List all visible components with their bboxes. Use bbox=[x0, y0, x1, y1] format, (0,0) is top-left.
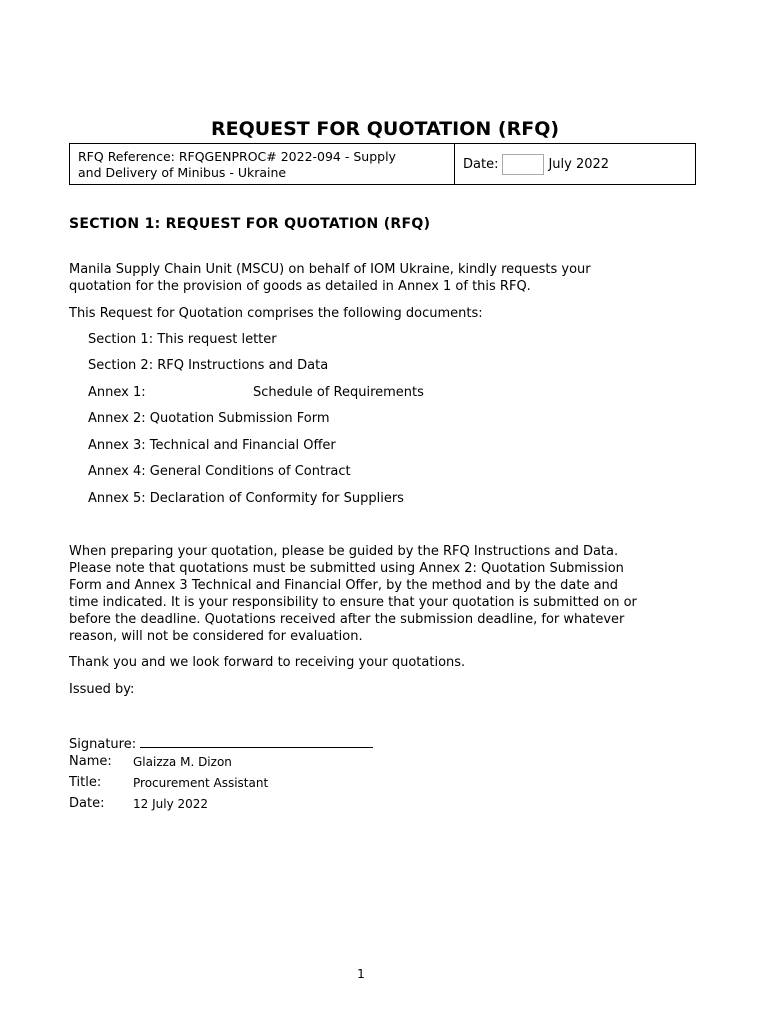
page-number: 1 bbox=[357, 967, 365, 981]
reference-line-1: RFQ Reference: RFQGENPROC# 2022-094 - Supply bbox=[78, 149, 396, 164]
document-list-item: Annex 5: Declaration of Conformity for Suppliers bbox=[88, 491, 404, 506]
signature-row bbox=[69, 734, 373, 753]
issue-date-value: 12 July 2022 bbox=[133, 797, 209, 811]
title-value: Procurement Assistant bbox=[133, 776, 269, 790]
issued-by-label: Issued by: bbox=[69, 682, 135, 697]
reference-table bbox=[69, 143, 696, 185]
reference-cell bbox=[70, 144, 455, 184]
date-value: July 2022 bbox=[548, 156, 610, 172]
comprises-paragraph: This Request for Quotation comprises the following documents: bbox=[69, 306, 483, 321]
document-list-item: Section 2: RFQ Instructions and Data bbox=[88, 358, 329, 373]
document-list-item-annex1 bbox=[88, 384, 424, 401]
instructions-line: Please note that quotations must be submitted using Annex 2: Quotation Submission bbox=[69, 561, 624, 576]
document-list-item: Annex 4: General Conditions of Contract bbox=[88, 464, 351, 479]
annex1-description: Schedule of Requirements bbox=[253, 385, 424, 400]
document-list-item: Annex 2: Quotation Submission Form bbox=[88, 411, 330, 426]
name-value: Glaizza M. Dizon bbox=[133, 755, 232, 769]
instructions-paragraph bbox=[69, 543, 699, 645]
instructions-line: Form and Annex 3 Technical and Financial Offer, by the method and by the date and bbox=[69, 578, 619, 593]
document-list-item: Annex 3: Technical and Financial Offer bbox=[88, 438, 336, 453]
issue-date-label: Date: bbox=[69, 796, 105, 811]
intro-paragraph bbox=[69, 261, 699, 295]
title-label: Title: bbox=[69, 775, 102, 790]
date-day-field[interactable] bbox=[502, 154, 544, 175]
intro-line: Manila Supply Chain Unit (MSCU) on behalf of IOM Ukraine, kindly requests your bbox=[69, 262, 591, 277]
date-cell bbox=[455, 144, 695, 184]
instructions-line: before the deadline. Quotations received after the submission deadline, for whatever bbox=[69, 612, 625, 627]
annex1-label: Annex 1: bbox=[88, 385, 146, 400]
instructions-line: When preparing your quotation, please be guided by the RFQ Instructions and Data. bbox=[69, 544, 619, 559]
intro-line: quotation for the provision of goods as detailed in Annex 1 of this RFQ. bbox=[69, 279, 531, 294]
reference-line-2: and Delivery of Minibus - Ukraine bbox=[78, 165, 287, 180]
instructions-line: reason, will not be considered for evaluation. bbox=[69, 629, 363, 644]
thanks-paragraph: Thank you and we look forward to receiving your quotations. bbox=[69, 655, 466, 670]
instructions-line: time indicated. It is your responsibility to ensure that your quotation is submitted on or bbox=[69, 595, 637, 610]
date-label: Date: bbox=[463, 156, 499, 172]
signature-line[interactable] bbox=[140, 734, 373, 748]
document-title: REQUEST FOR QUOTATION (RFQ) bbox=[210, 118, 560, 140]
section-heading: SECTION 1: REQUEST FOR QUOTATION (RFQ) bbox=[69, 216, 431, 232]
name-label: Name: bbox=[69, 754, 112, 769]
document-list-item: Section 1: This request letter bbox=[88, 332, 277, 347]
signature-label: Signature: bbox=[69, 737, 137, 752]
